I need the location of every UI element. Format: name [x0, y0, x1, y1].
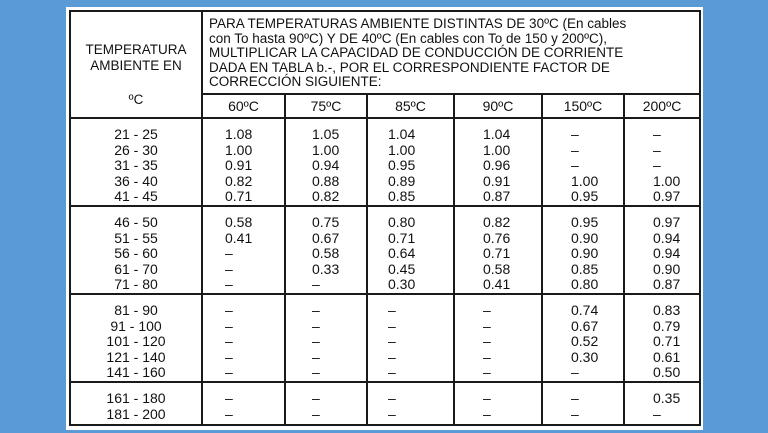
factor-cell	[202, 294, 285, 382]
factor-cell	[542, 294, 624, 382]
correction-factor: 0.50	[653, 364, 681, 381]
factor-cell	[454, 206, 542, 294]
correction-factor: –	[388, 317, 396, 334]
correction-factor: 1.05	[312, 126, 340, 143]
correction-factor: 1.00	[571, 172, 599, 189]
table-row-group	[70, 294, 700, 382]
temperature-range: 181 - 200	[106, 405, 166, 422]
correction-factor: 1.00	[388, 141, 416, 158]
temperature-range: 46 - 50	[114, 214, 158, 231]
correction-factor: 0.58	[225, 214, 253, 231]
correction-factor: 0.88	[312, 172, 340, 189]
correction-factor: 1.04	[388, 126, 416, 143]
correction-factor: –	[571, 141, 579, 158]
correction-factor: –	[312, 333, 320, 350]
factor-cell	[285, 382, 367, 425]
correction-factor: 0.71	[388, 229, 416, 246]
correction-factor: –	[571, 390, 579, 406]
correction-factor: –	[312, 348, 320, 365]
correction-factor: 0.91	[483, 172, 511, 189]
correction-factor: 0.71	[483, 245, 511, 262]
factor-cell	[367, 294, 454, 382]
correction-factor: –	[225, 276, 233, 293]
correction-factor: 0.80	[571, 276, 599, 293]
correction-factor: 1.00	[653, 172, 681, 189]
note-line: con To hasta 90ºC) Y DE 40ºC (En cables con To de 150 y 200ºC),	[209, 30, 608, 46]
temperature-header	[70, 11, 202, 118]
factor-cell	[367, 206, 454, 294]
correction-factor: 0.94	[653, 245, 681, 262]
correction-factor: –	[225, 348, 233, 365]
factor-cell	[454, 118, 542, 206]
factor-cell	[202, 382, 285, 425]
correction-factor: 0.45	[388, 260, 416, 277]
correction-factor: –	[653, 126, 661, 143]
temperature-range: 31 - 35	[114, 157, 158, 174]
factor-cell	[624, 206, 700, 294]
correction-factor: –	[483, 317, 491, 334]
factor-cell	[285, 206, 367, 294]
correction-factor: 0.41	[225, 229, 253, 246]
correction-factor: –	[483, 364, 491, 381]
correction-factor: –	[388, 302, 396, 319]
temperature-range-cell	[70, 294, 202, 382]
correction-factor: –	[225, 260, 233, 277]
correction-factor: –	[312, 390, 320, 406]
correction-factor: 0.52	[571, 333, 599, 350]
correction-factor: 0.90	[653, 260, 681, 277]
correction-factor: –	[653, 141, 661, 158]
column-header-85: 85ºC	[367, 94, 454, 118]
column-header-150: 150ºC	[542, 94, 624, 118]
correction-factor: –	[225, 317, 233, 334]
note-line: DADA EN TABLA b.-, POR EL CORRESPONDIENTE FACTOR DE	[209, 59, 610, 75]
correction-factor: –	[388, 405, 396, 422]
correction-factor: 0.67	[312, 229, 340, 246]
column-header-200: 200ºC	[624, 94, 700, 118]
correction-factor: –	[483, 405, 491, 422]
correction-factor: –	[388, 364, 396, 381]
correction-factor: 0.82	[483, 214, 511, 231]
factor-cell	[202, 118, 285, 206]
correction-factor: –	[653, 157, 661, 174]
factor-cell	[367, 118, 454, 206]
temperature-range-cell	[70, 118, 202, 206]
correction-factor: –	[225, 390, 233, 406]
correction-factor: 0.94	[653, 229, 681, 246]
correction-factor: 1.04	[483, 126, 511, 143]
factor-cell	[285, 118, 367, 206]
correction-factor: 0.71	[225, 188, 253, 205]
correction-factor: 0.90	[571, 245, 599, 262]
factor-cell	[285, 294, 367, 382]
note-line: MULTIPLICAR LA CAPACIDAD DE CONDUCCIÓN DE CORRIENTE	[209, 45, 624, 61]
correction-factor: 0.89	[388, 172, 416, 189]
factor-cell	[367, 382, 454, 425]
correction-factor: –	[571, 157, 579, 174]
temperature-range-cell	[70, 382, 202, 425]
correction-factor: 0.95	[571, 214, 599, 231]
correction-factor: 0.87	[653, 276, 681, 293]
correction-factor: 0.85	[388, 188, 416, 205]
correction-factor: 0.71	[653, 333, 681, 350]
factor-cell	[542, 118, 624, 206]
note-line: PARA TEMPERATURAS AMBIENTE DISTINTAS DE 30ºC (En cables	[209, 16, 627, 31]
correction-factor: –	[571, 364, 579, 381]
correction-factor: 0.80	[388, 214, 416, 231]
correction-factor: –	[312, 302, 320, 319]
correction-factor: 0.87	[483, 188, 511, 205]
factor-cell	[542, 206, 624, 294]
column-header-75: 75ºC	[285, 94, 367, 118]
correction-factor: 0.67	[571, 317, 599, 334]
correction-factor: 1.08	[225, 126, 253, 143]
temperature-range: 21 - 25	[114, 126, 158, 143]
factor-cell	[202, 206, 285, 294]
correction-factor: 0.82	[225, 172, 253, 189]
correction-factor: 0.74	[571, 302, 599, 319]
table-row-group	[70, 206, 700, 294]
correction-factor: 1.00	[312, 141, 340, 158]
factor-cell	[624, 118, 700, 206]
temperature-range: 141 - 160	[106, 364, 166, 381]
column-header-90: 90ºC	[454, 94, 542, 118]
correction-factor: 0.35	[653, 390, 681, 406]
correction-factor: 0.58	[483, 260, 511, 277]
temperature-range: 81 - 90	[114, 302, 158, 319]
correction-factor: 0.91	[225, 157, 253, 174]
correction-factor: 0.83	[653, 302, 681, 319]
correction-factor: –	[225, 364, 233, 381]
temperature-range-cell	[70, 206, 202, 294]
temperature-range: 56 - 60	[114, 245, 158, 262]
correction-factor: –	[571, 405, 579, 422]
correction-factor: –	[312, 276, 320, 293]
correction-factor: –	[483, 302, 491, 319]
correction-factor-sheet	[66, 7, 703, 430]
factor-cell	[624, 294, 700, 382]
correction-factor: 0.97	[653, 188, 681, 205]
correction-factor: –	[225, 405, 233, 422]
correction-factor: –	[312, 364, 320, 381]
correction-factor: 0.97	[653, 214, 681, 231]
correction-factor: –	[571, 126, 579, 143]
correction-factor: –	[483, 333, 491, 350]
correction-factor: –	[312, 317, 320, 334]
table-row-group	[70, 118, 700, 206]
temperature-range: 26 - 30	[114, 141, 158, 158]
correction-factor: 1.00	[225, 141, 253, 158]
correction-factor: 0.30	[571, 348, 599, 365]
correction-factor: 0.79	[653, 317, 681, 334]
temperature-range: 51 - 55	[114, 229, 158, 246]
correction-factor: 0.33	[312, 260, 340, 277]
temperature-range: 161 - 180	[106, 390, 166, 406]
correction-factor: –	[225, 333, 233, 350]
factor-cell	[454, 294, 542, 382]
correction-factor: –	[388, 348, 396, 365]
temperature-range: 101 - 120	[106, 333, 166, 350]
correction-factor: –	[483, 348, 491, 365]
correction-factor: 0.30	[388, 276, 416, 293]
correction-factor: 0.90	[571, 229, 599, 246]
correction-factor: –	[225, 302, 233, 319]
table-row-group	[70, 382, 700, 425]
correction-factor: 0.85	[571, 260, 599, 277]
factor-cell	[542, 382, 624, 425]
correction-factor: 0.58	[312, 245, 340, 262]
temperature-range: 71 - 80	[114, 276, 158, 293]
correction-factor: –	[225, 245, 233, 262]
correction-factor: 0.95	[571, 188, 599, 205]
correction-factor: –	[388, 390, 396, 406]
column-header-60: 60ºC	[202, 94, 285, 118]
temperature-range: 91 - 100	[110, 317, 162, 334]
temperature-range: 36 - 40	[114, 172, 158, 189]
temperature-range: 41 - 45	[114, 188, 158, 205]
note-line: CORRECCIÓN SIGUIENTE:	[209, 74, 382, 90]
correction-factor: 0.41	[483, 276, 511, 293]
correction-factor: 0.76	[483, 229, 511, 246]
temperature-range: 61 - 70	[114, 260, 158, 277]
factor-cell	[624, 382, 700, 425]
correction-factor: –	[483, 390, 491, 406]
correction-factor: 0.96	[483, 157, 511, 174]
correction-factor: 1.00	[483, 141, 511, 158]
correction-factor: 0.94	[312, 157, 340, 174]
temperature-header-line2: AMBIENTE EN	[90, 58, 182, 73]
instruction-note	[202, 11, 700, 94]
correction-factor: –	[388, 333, 396, 350]
correction-factor: –	[312, 405, 320, 422]
correction-factor: 0.95	[388, 157, 416, 174]
correction-factor: –	[653, 405, 661, 422]
correction-factor: 0.75	[312, 214, 340, 231]
temperature-header-line1: TEMPERATURA	[85, 42, 187, 57]
temperature-unit: ºC	[128, 92, 144, 107]
factor-cell	[454, 382, 542, 425]
temperature-range: 121 - 140	[106, 348, 166, 365]
correction-factor: 0.61	[653, 348, 681, 365]
correction-factor-table	[69, 10, 701, 426]
correction-factor: 0.82	[312, 188, 340, 205]
correction-factor: 0.64	[388, 245, 416, 262]
